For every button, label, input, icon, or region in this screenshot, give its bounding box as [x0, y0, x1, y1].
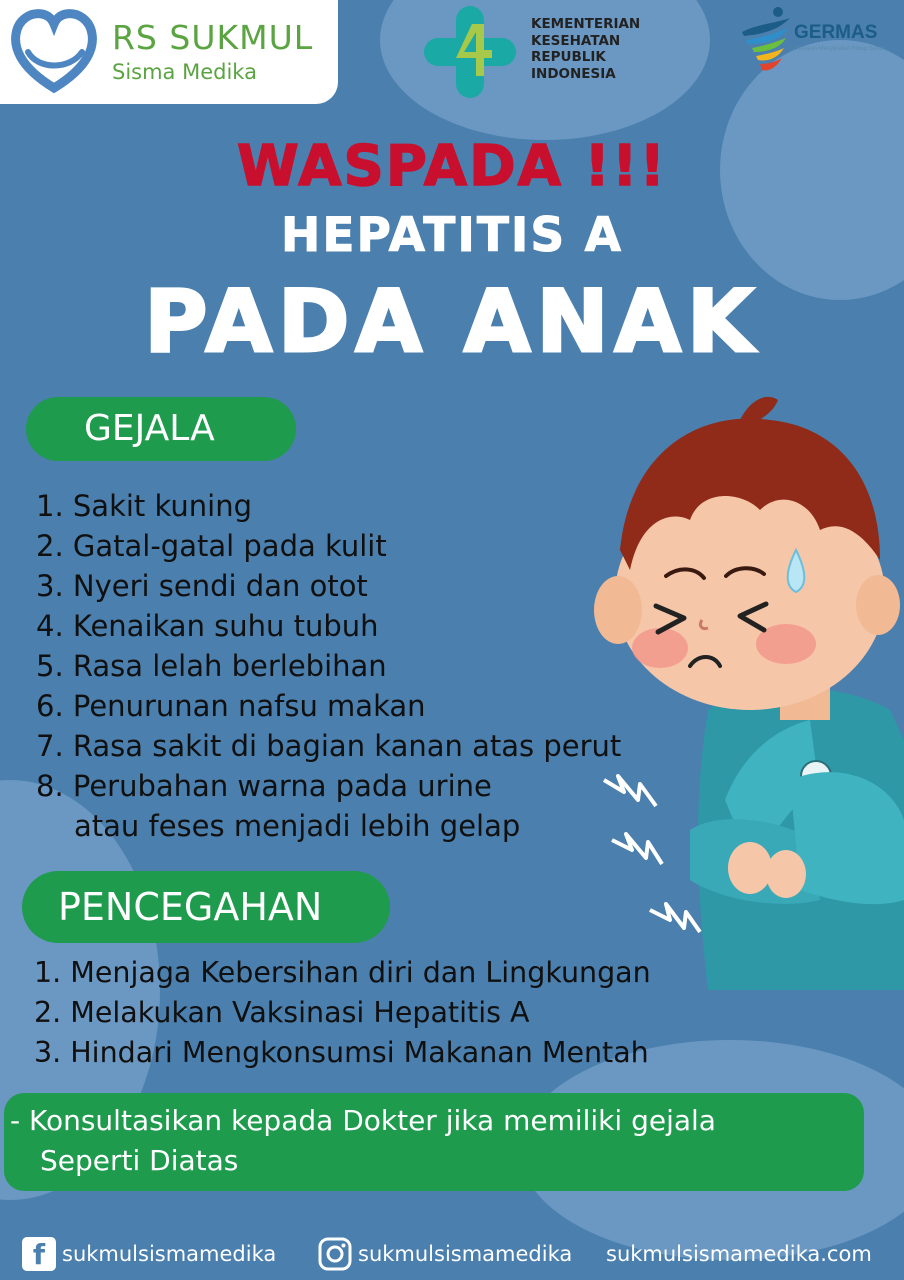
- list-item-continuation: atau feses menjadi lebih gelap: [74, 809, 521, 843]
- list-item: 1. Sakit kuning: [36, 489, 253, 523]
- symptoms-heading: GEJALA: [26, 397, 296, 461]
- list-item: 8. Perubahan warna pada urine: [36, 769, 492, 803]
- brand-name: RS SUKMUL: [112, 18, 314, 57]
- website-url: sukmulsismamedika.com: [606, 1242, 872, 1266]
- sick-child-illustration: [590, 380, 904, 990]
- germas-name: GERMAS: [794, 22, 878, 43]
- kemenkes-logo-icon: [420, 2, 520, 102]
- list-item: 1. Menjaga Kebersihan diri dan Lingkungan: [34, 956, 651, 989]
- list-item: 4. Kenaikan suhu tubuh: [36, 609, 379, 643]
- list-item: 6. Penurunan nafsu makan: [36, 689, 426, 723]
- prevention-list: [34, 953, 651, 1073]
- warning-title: WASPADA !!!: [236, 134, 668, 199]
- list-item: 3. Hindari Mengkonsumsi Makanan Mentah: [34, 1036, 649, 1069]
- list-item: 2. Gatal-gatal pada kulit: [36, 529, 387, 563]
- ministry-line-2: KESEHATAN: [531, 32, 621, 49]
- brand-subtitle: Sisma Medika: [112, 60, 257, 84]
- list-item: 5. Rasa lelah berlebihan: [36, 649, 387, 683]
- audience-title: PADA ANAK: [144, 272, 760, 372]
- instagram-icon: [318, 1237, 352, 1271]
- consultation-note: [4, 1093, 864, 1191]
- list-item: 3. Nyeri sendi dan otot: [36, 569, 368, 603]
- website-link[interactable]: [606, 1236, 872, 1272]
- instagram-handle: sukmulsismamedika: [358, 1242, 573, 1266]
- ministry-name: [531, 16, 640, 82]
- symptoms-list: [36, 486, 621, 846]
- heart-logo-icon: [8, 8, 100, 96]
- ministry-line-1: KEMENTERIAN: [531, 16, 641, 32]
- facebook-link[interactable]: [22, 1236, 276, 1272]
- list-item: 2. Melakukan Vaksinasi Hepatitis A: [34, 996, 530, 1029]
- list-item: 7. Rasa sakit di bagian kanan atas perut: [36, 729, 622, 763]
- germas-logo-icon: [738, 4, 794, 74]
- germas-tagline: Gerakan Masyarakat Hidup Sehat: [794, 46, 885, 52]
- instagram-link[interactable]: [318, 1236, 572, 1272]
- note-line-1: - Konsultasikan kepada Dokter jika memiliki gejala: [10, 1104, 716, 1137]
- disease-title: HEPATITIS A: [281, 208, 623, 263]
- prevention-heading: PENCEGAHAN: [22, 871, 390, 943]
- facebook-handle: sukmulsismamedika: [62, 1242, 277, 1266]
- facebook-icon: f: [22, 1237, 56, 1271]
- brand-logo-box: [0, 0, 338, 104]
- ministry-line-4: INDONESIA: [531, 65, 616, 82]
- note-line-2: Seperti Diatas: [40, 1144, 239, 1177]
- ministry-line-3: REPUBLIK: [531, 49, 606, 65]
